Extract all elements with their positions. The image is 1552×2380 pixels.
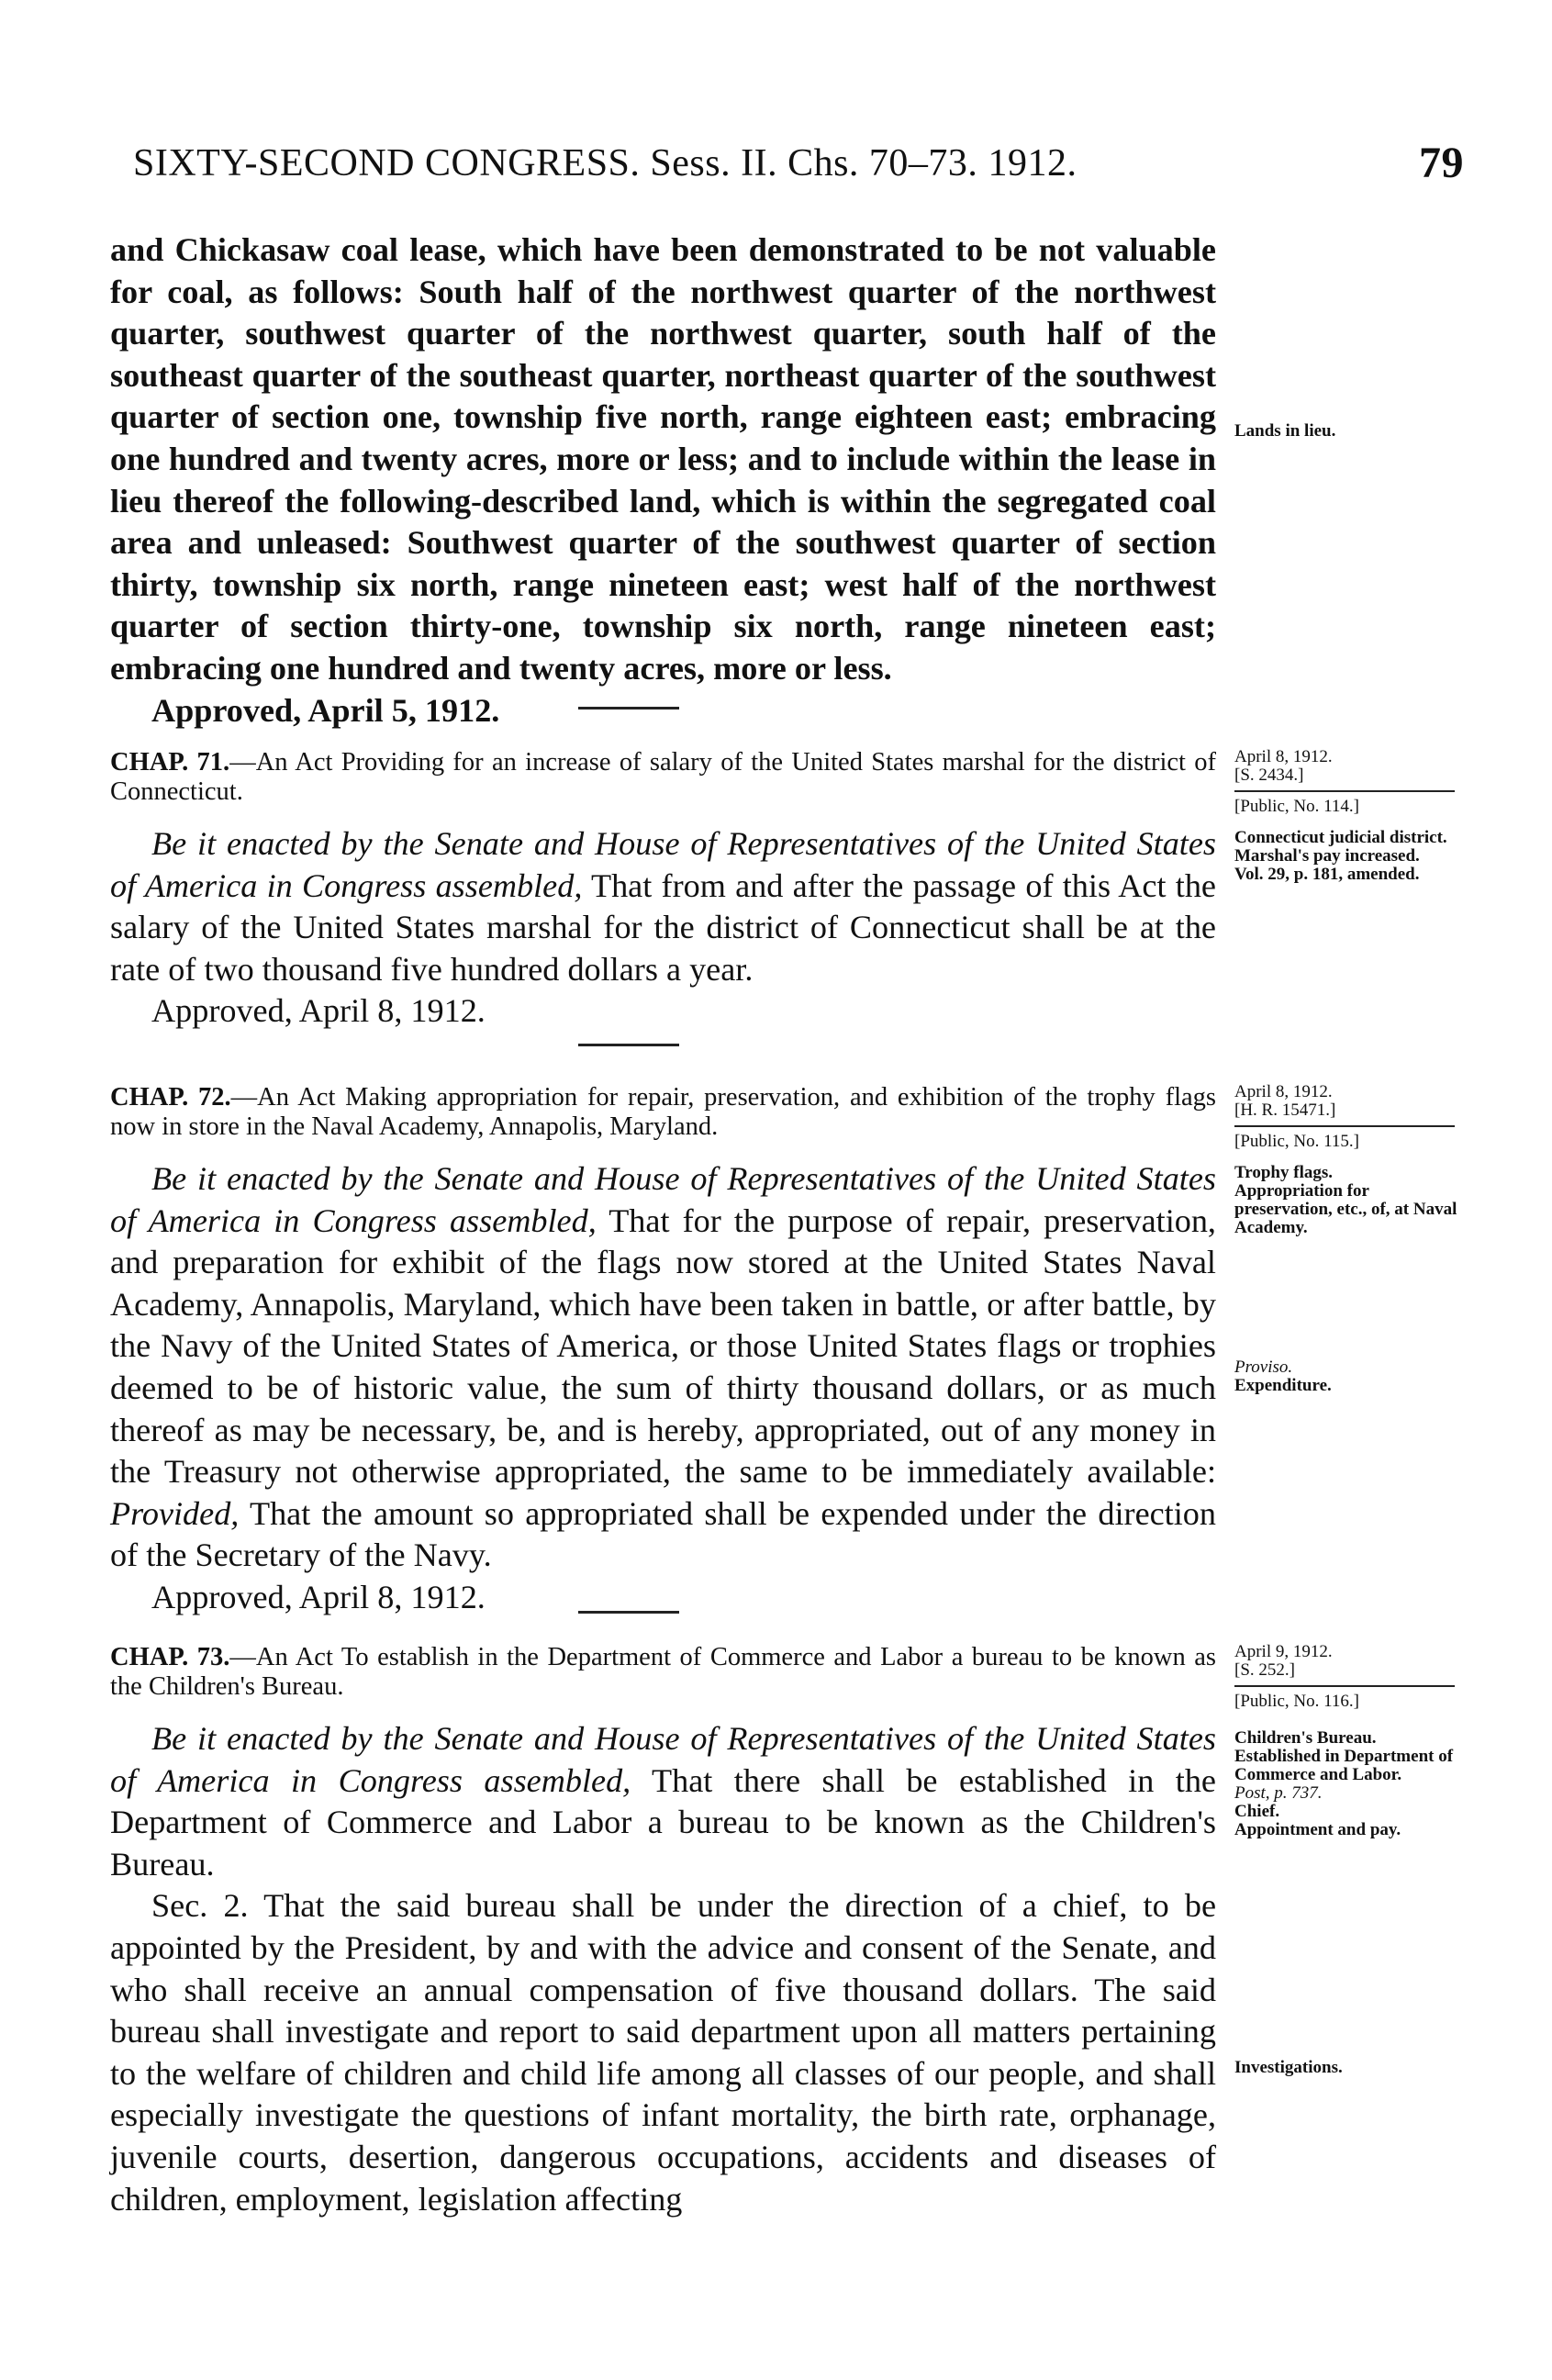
margin-note-appointment-pay: Appointment and pay. xyxy=(1234,1820,1401,1839)
margin-note-childrens-bureau: Children's Bureau. xyxy=(1234,1728,1377,1748)
margin-note-connecticut: Connecticut judicial district. xyxy=(1234,828,1447,847)
margin-divider xyxy=(1234,1685,1455,1687)
margin-note-vol-amended: Vol. 29, p. 181, amended. xyxy=(1234,865,1420,884)
continuation-block xyxy=(110,229,1216,732)
running-head xyxy=(133,136,1464,191)
chapter-72-title: —An Act Making appropriation for repair, preservation, and exhibition of the trophy flags now in store in the Naval Academy, Annapolis, Maryland. xyxy=(110,1083,1217,1141)
chapter-72-approved: Approved, April 8, 1912. xyxy=(151,1578,486,1615)
chapter-72-body xyxy=(110,1158,1216,1577)
chapter-72-proviso-word: Provided, xyxy=(110,1494,240,1532)
congress-label: SIXTY-SECOND CONGRESS. xyxy=(133,142,641,184)
chapter-73-label: CHAP. 73. xyxy=(110,1643,230,1671)
chapter-73-date: April 9, 1912. xyxy=(1234,1642,1333,1661)
margin-divider xyxy=(1234,790,1455,792)
chapter-73-sec2-text: That the said bureau shall be under the direction of a chief, to be appointed by the President, by and with the advice and consent of the Senate, and who shall receive an annual compensation of five thousand dollars. The said bureau shall investigate and report to said department upon all matters pertaining to the welfare of children and child life among all classes of our people, and shall especially investigate the questions of infant mortality, the birth rate, orphanage, juvenile courts, desertion, dangerous occupations, accidents and diseases of children, employment, legislation affecting xyxy=(110,1887,1216,2218)
margin-note-proviso: Proviso. xyxy=(1234,1358,1293,1377)
chapter-73-margin xyxy=(1234,1643,1482,1839)
chapter-73-public-law: [Public, No. 116.] xyxy=(1234,1692,1359,1711)
session-label: Sess. II. xyxy=(650,142,778,184)
page-number: 79 xyxy=(1419,139,1464,187)
lands-in-lieu-note: Lands in lieu. xyxy=(1234,421,1336,441)
section-divider xyxy=(578,1044,679,1046)
margin-divider xyxy=(1234,1125,1455,1127)
year-label: 1912. xyxy=(988,142,1077,184)
chapter-72-text-after-proviso: That the amount so appropriated shall be expended under the direction of the Secretary of the Navy. xyxy=(110,1494,1216,1574)
margin-note-established: Established in Department of Commerce and Labor. xyxy=(1234,1747,1454,1784)
chapter-71-title: —An Act Providing for an increase of salary of the United States marshal for the district of Connecticut. xyxy=(110,748,1216,806)
chapter-71-heading xyxy=(110,748,1216,807)
chapter-71 xyxy=(110,748,1216,1033)
continuation-approved: Approved, April 5, 1912. xyxy=(151,691,500,729)
chapter-71-bill: [S. 2434.] xyxy=(1234,765,1304,785)
margin-note-lands xyxy=(1234,422,1482,441)
chapter-73-heading xyxy=(110,1643,1216,1702)
margin-note-investigations: Investigations. xyxy=(1234,2058,1343,2077)
chapter-72-public-law: [Public, No. 115.] xyxy=(1234,1132,1359,1151)
margin-note-post-ref: Post, p. 737. xyxy=(1234,1783,1323,1803)
chapter-71-body xyxy=(110,823,1216,990)
chapter-73-bill: [S. 252.] xyxy=(1234,1660,1295,1680)
chapter-72-enacting-clause: Be it enacted by the Senate and House of Representatives of the United States of America in Congress assembled, xyxy=(110,1160,1216,1239)
chapter-73-text: That there shall be established in the Department of Commerce and Labor a bureau to be known as the Children's Bureau. xyxy=(110,1761,1216,1883)
margin-note-appropriation: Appropriation for preservation, etc., of, at Naval Academy. xyxy=(1234,1181,1457,1237)
chapter-71-text: That from and after the passage of this Act the salary of the United States marshal for the district of Connecticut shall be at the rate of two thousand five hundred dollars a year. xyxy=(110,866,1216,988)
chapter-73-investigations-margin xyxy=(1234,2059,1482,2077)
section-divider xyxy=(578,1611,679,1614)
chapter-72-bill: [H. R. 15471.] xyxy=(1234,1101,1336,1120)
chapter-71-enacting-clause: Be it enacted by the Senate and House of Representatives of the United States of America in Congress assembled, xyxy=(110,825,1216,904)
chapter-73-body xyxy=(110,1718,1216,1885)
margin-note-chief: Chief. xyxy=(1234,1802,1280,1821)
chapter-72-heading xyxy=(110,1083,1216,1142)
margin-note-trophy-flags: Trophy flags. xyxy=(1234,1163,1333,1182)
chapter-73-enacting-clause: Be it enacted by the Senate and House of Representatives of the United States of America in Congress assembled, xyxy=(110,1720,1216,1799)
chapter-72-margin xyxy=(1234,1083,1482,1237)
chapter-71-date: April 8, 1912. xyxy=(1234,747,1333,766)
chapter-72-date: April 8, 1912. xyxy=(1234,1082,1333,1101)
margin-note-marshal-pay: Marshal's pay increased. xyxy=(1234,846,1420,866)
chapter-72-label: CHAP. 72. xyxy=(110,1083,231,1112)
chapter-72-text: That for the purpose of repair, preservation, and preparation for exhibit of the flags now stored at the United States Naval Academy, Annapolis, Maryland, which have been taken in battle, or after battle, by the Navy of the United States of America, or those United States flags or trophies deemed to be of historic value, the sum of thirty thousand dollars, or as much thereof as may be necessary, be, and is hereby, appropriated, out of any money in the Treasury not otherwise appropriated, the same to be immediately available: xyxy=(110,1201,1216,1491)
chapter-71-margin xyxy=(1234,748,1482,884)
chapters-range: Chs. 70–73. xyxy=(787,142,978,184)
continuation-text: and Chickasaw coal lease, which have been demonstrated to be not valuable for coal, as follows: South half of the northwest quarter of the northwest quarter, southwest quarter of the northwest quarter, south half of the southeast quarter of the southeast quarter, northeast quarter of the southwest quarter of section one, township five north, range eighteen east; embracing one hundred and twenty acres, more or less; and to include within the lease in lieu thereof the following-described land, which is within the segregated coal area and unleased: Southwest quarter of the southwest quarter of section thirty, township six north, range nineteen east; west half of the northwest quarter of section thirty-one, township six north, range nineteen east; embracing one hundred and twenty acres, more or less. xyxy=(110,231,1216,687)
chapter-71-label: CHAP. 71. xyxy=(110,748,230,777)
margin-note-expenditure: Expenditure. xyxy=(1234,1376,1332,1395)
chapter-73-section-2 xyxy=(110,1885,1216,2220)
chapter-71-approved: Approved, April 8, 1912. xyxy=(151,992,486,1030)
chapter-73-title: —An Act To establish in the Department of Commerce and Labor a bureau to be known as the Children's Bureau. xyxy=(110,1643,1216,1701)
chapter-72-proviso-margin xyxy=(1234,1358,1482,1395)
chapter-73 xyxy=(110,1643,1216,2220)
chapter-72 xyxy=(110,1083,1216,1619)
section-divider xyxy=(578,707,679,710)
chapter-73-sec2-label: Sec. 2. xyxy=(151,1887,249,1925)
chapter-71-public-law: [Public, No. 114.] xyxy=(1234,797,1359,816)
